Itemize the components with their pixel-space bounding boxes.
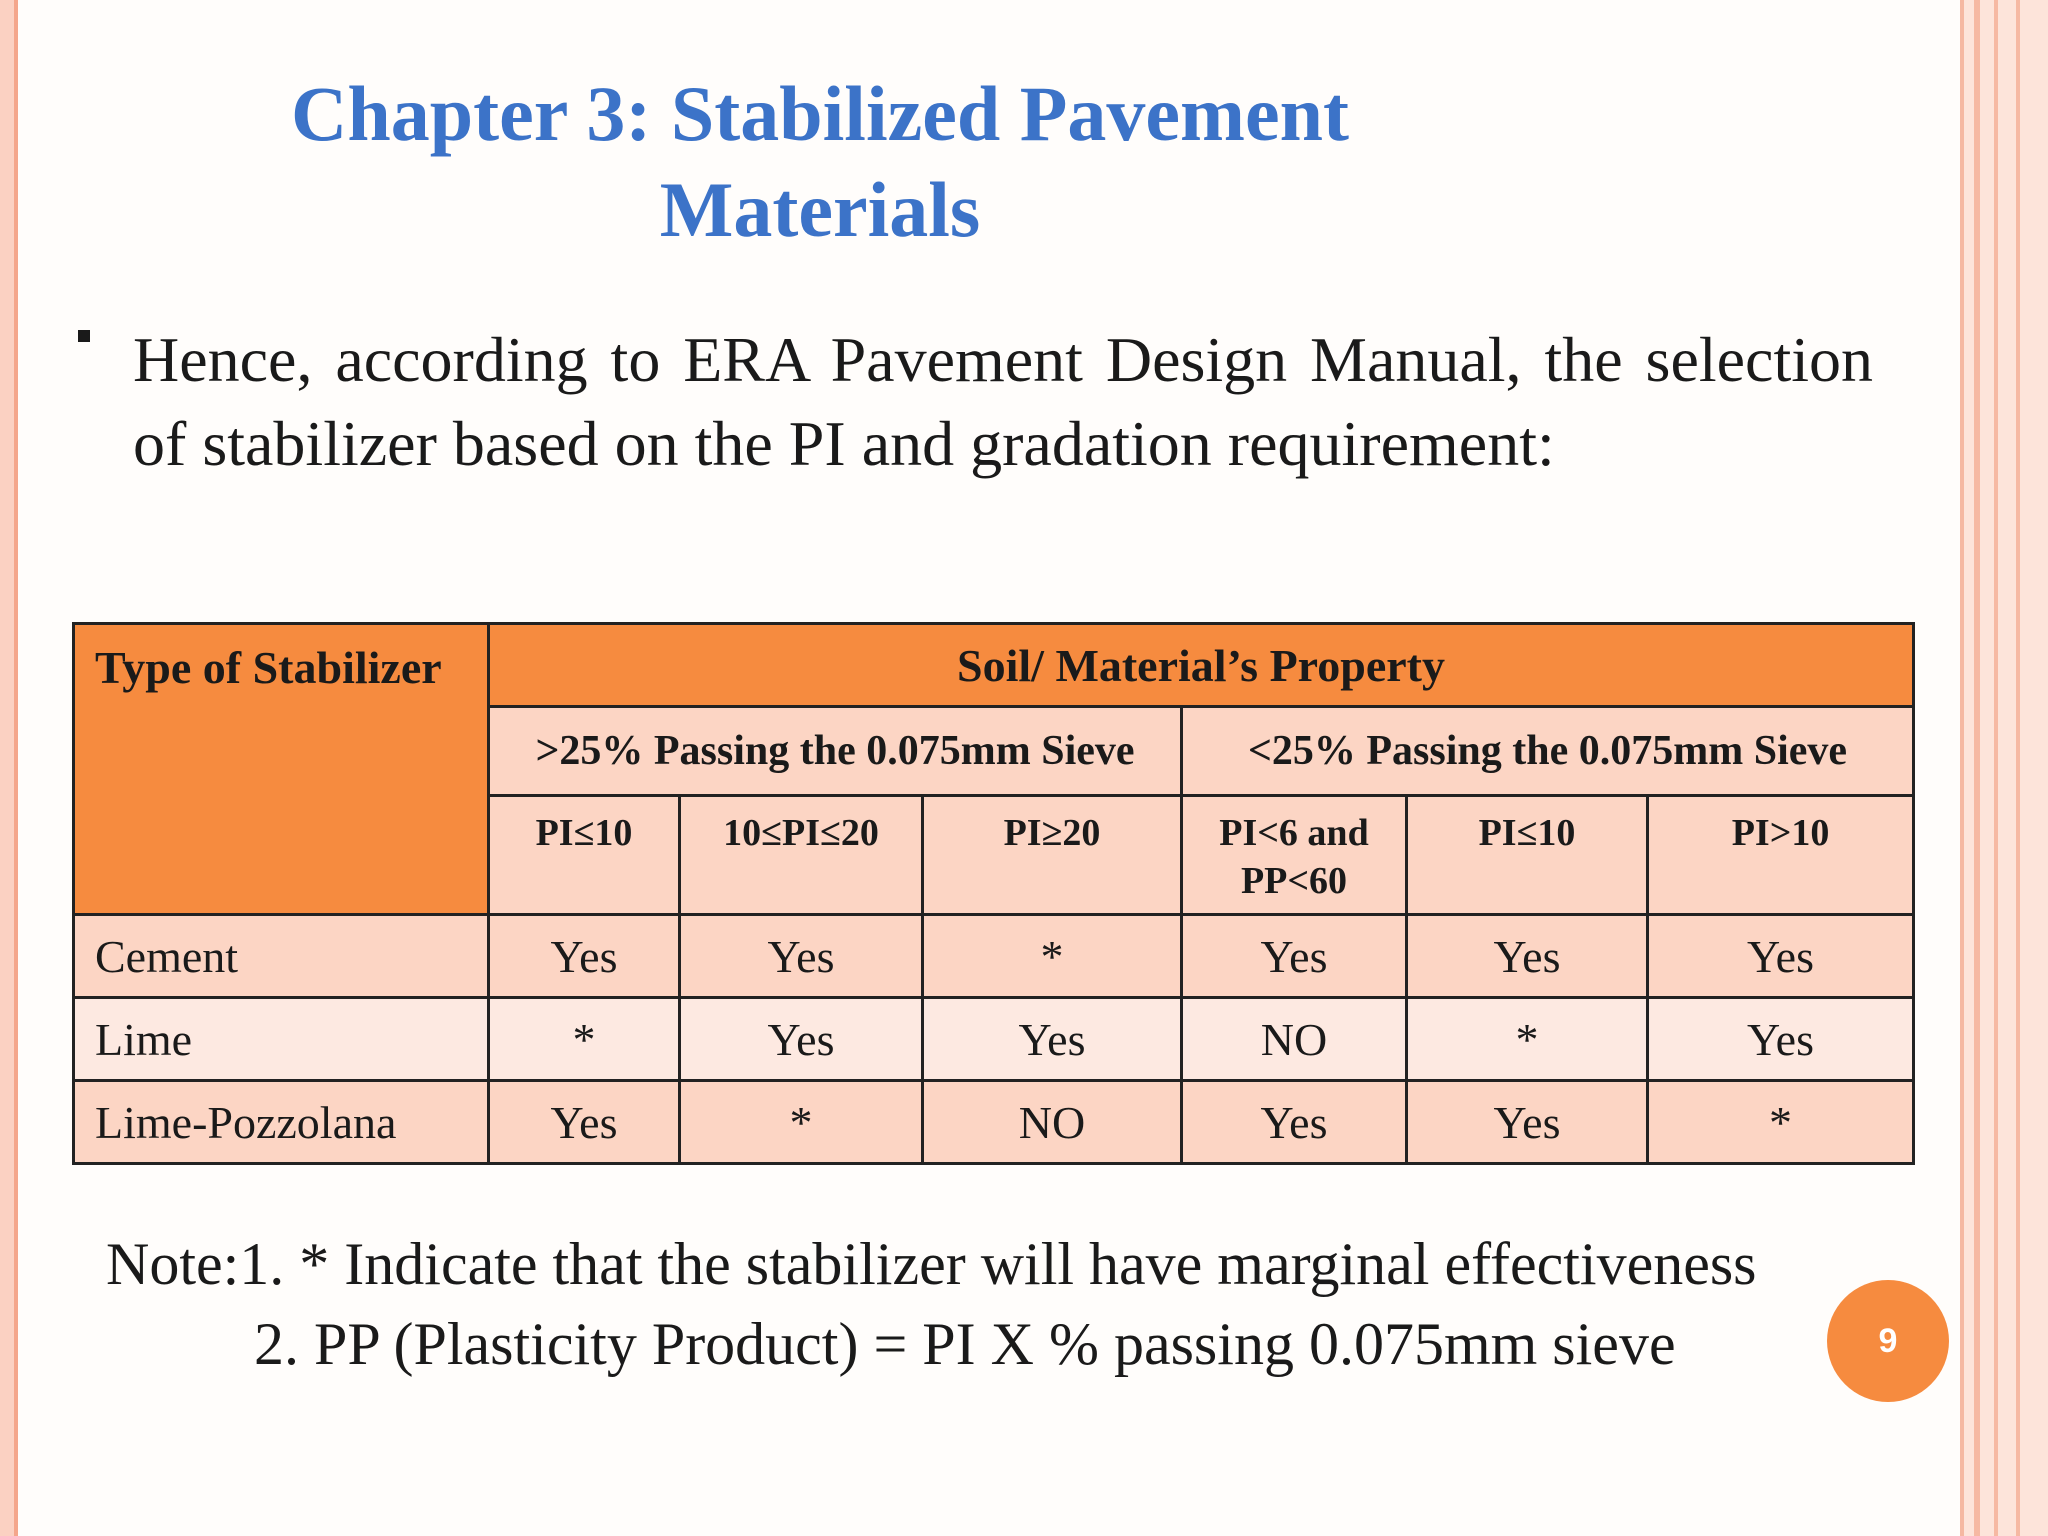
bullet-square-icon bbox=[78, 330, 90, 342]
header-pi: PI≤10 bbox=[1407, 796, 1648, 915]
table-cell: * bbox=[680, 1081, 923, 1164]
table-row bbox=[74, 1081, 1914, 1164]
note-line-2: 2. PP (Plasticity Product) = PI X % passing 0.075mm sieve bbox=[254, 1311, 1676, 1377]
right-border-decoration bbox=[1960, 0, 2048, 1536]
table-cell: Yes bbox=[1407, 1081, 1648, 1164]
row-label-lime-pozzolana: Lime-Pozzolana bbox=[74, 1081, 489, 1164]
header-pi: PI≥20 bbox=[923, 796, 1182, 915]
table-cell: Yes bbox=[923, 998, 1182, 1081]
title-line-2: Materials bbox=[659, 166, 981, 253]
table-cell: * bbox=[923, 915, 1182, 998]
table-cell: Yes bbox=[1182, 915, 1407, 998]
left-border-decoration bbox=[0, 0, 18, 1536]
row-label-cement: Cement bbox=[74, 915, 489, 998]
slide-title bbox=[160, 66, 1480, 258]
stabilizer-selection-table bbox=[72, 622, 1915, 1165]
title-line-1: Chapter 3: Stabilized Pavement bbox=[291, 70, 1349, 157]
table-cell: Yes bbox=[680, 915, 923, 998]
bullet-text: Hence, according to ERA Pavement Design Manual, the selection of stabilizer based on the PI and gradation requirement: bbox=[133, 324, 1873, 479]
header-sieve-over-25: >25% Passing the 0.075mm Sieve bbox=[489, 707, 1182, 796]
row-label-lime: Lime bbox=[74, 998, 489, 1081]
table-cell: * bbox=[1407, 998, 1648, 1081]
table-cell: Yes bbox=[1407, 915, 1648, 998]
table-cell: Yes bbox=[489, 1081, 680, 1164]
table-row bbox=[74, 998, 1914, 1081]
table-notes bbox=[106, 1224, 1956, 1384]
header-material-property: Soil/ Material’s Property bbox=[489, 624, 1914, 707]
header-pi: PI<6 and PP<60 bbox=[1182, 796, 1407, 915]
table-cell: NO bbox=[923, 1081, 1182, 1164]
table-cell: Yes bbox=[1648, 998, 1914, 1081]
header-sieve-under-25: <25% Passing the 0.075mm Sieve bbox=[1182, 707, 1914, 796]
note-line-1: Note:1. * Indicate that the stabilizer will have marginal effectiveness bbox=[106, 1231, 1757, 1297]
header-pi: PI>10 bbox=[1648, 796, 1914, 915]
table-cell: Yes bbox=[1648, 915, 1914, 998]
table-cell: * bbox=[1648, 1081, 1914, 1164]
header-type-of-stabilizer: Type of Stabilizer bbox=[74, 624, 489, 915]
page-number-badge: 9 bbox=[1827, 1280, 1949, 1402]
table-cell: NO bbox=[1182, 998, 1407, 1081]
table-cell: Yes bbox=[680, 998, 923, 1081]
table-row bbox=[74, 915, 1914, 998]
table-cell: * bbox=[489, 998, 680, 1081]
header-pi: PI≤10 bbox=[489, 796, 680, 915]
table-cell: Yes bbox=[489, 915, 680, 998]
header-pi: 10≤PI≤20 bbox=[680, 796, 923, 915]
table-cell: Yes bbox=[1182, 1081, 1407, 1164]
